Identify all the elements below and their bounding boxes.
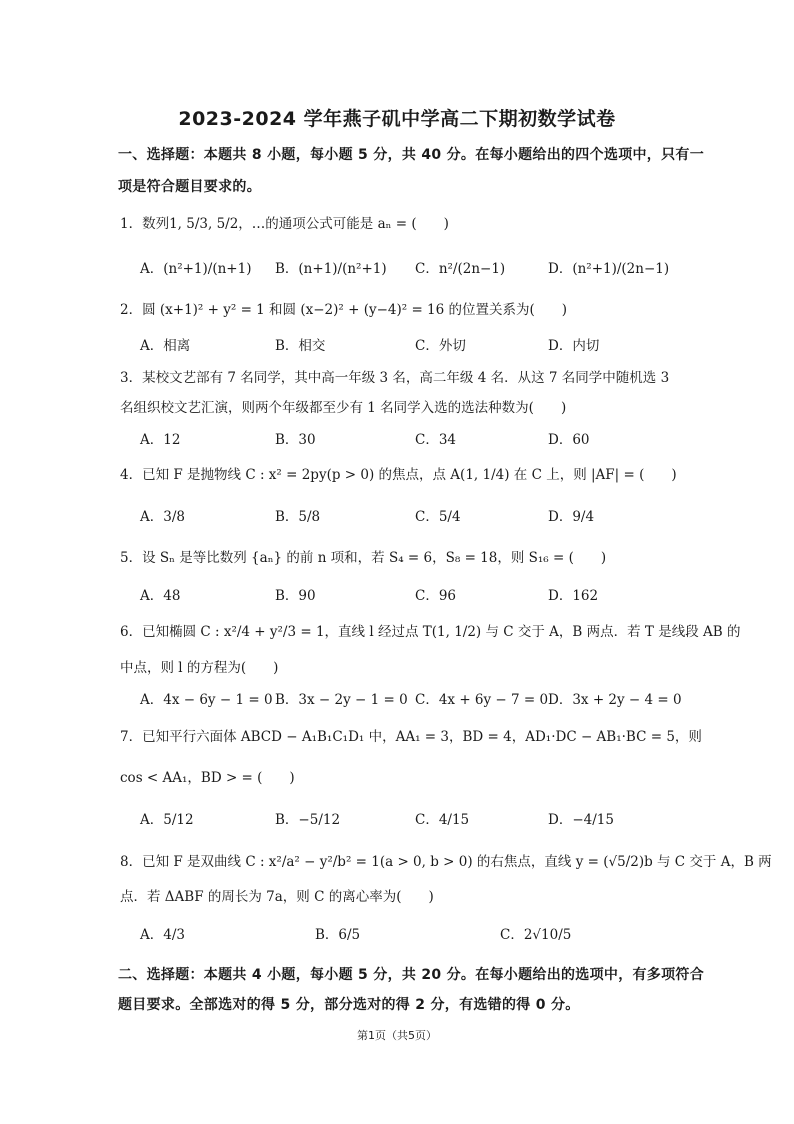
question-6-stem-line2: 中点，则 l 的方程为( ): [120, 660, 279, 676]
page-title: 2023-2024 学年燕子矶中学高二下期初数学试卷: [178, 108, 616, 130]
question-1-option-b: B．(n+1)/(n²+1): [275, 261, 387, 277]
question-8-option-a: A．4/3: [140, 927, 185, 943]
question-5-option-b: B．90: [275, 588, 316, 604]
question-2-option-a: A．相离: [140, 338, 191, 354]
question-4-option-c: C．5/4: [415, 509, 461, 525]
question-1-option-d: D．(n²+1)/(2n−1): [548, 261, 670, 277]
question-5-option-a: A．48: [140, 588, 181, 604]
question-6-option-c: C．4x + 6y − 7 = 0: [415, 692, 549, 708]
question-3-option-a: A．12: [140, 432, 181, 448]
question-2-option-c: C．外切: [415, 338, 466, 354]
question-2-stem: 2．圆 (x+1)² + y² = 1 和圆 (x−2)² + (y−4)² = 16 的位置关系为( ): [120, 302, 568, 318]
question-4-option-a: A．3/8: [140, 509, 185, 525]
question-3-option-c: C．34: [415, 432, 457, 448]
question-3-stem-line2: 名组织校文艺汇演，则两个年级都至少有 1 名同学入选的选法种数为( ): [120, 400, 567, 416]
question-8-option-b: B．6/5: [315, 927, 361, 943]
question-1-stem: 1．数列1, 5/3, 5/2，…的通项公式可能是 aₙ = ( ): [120, 216, 449, 232]
question-4-option-b: B．5/8: [275, 509, 321, 525]
question-7-stem-line1: 7．已知平行六面体 ABCD − A₁B₁C₁D₁ 中，AA₁ = 3，BD = 4，AD₁·DC − AB₁·BC = 5，则: [120, 729, 702, 745]
question-1-option-a: A．(n²+1)/(n+1): [140, 261, 252, 277]
section2-line1: 二、选择题：本题共 4 小题，每小题 5 分，共 20 分。在每小题给出的选项中，有多项符合: [118, 967, 705, 983]
question-1-option-c: C．n²/(2n−1): [415, 261, 506, 277]
question-2-option-d: D．内切: [548, 338, 600, 354]
question-5-option-d: D．162: [548, 588, 599, 604]
question-8-option-c: C．2√10/5: [500, 927, 572, 943]
question-2-option-b: B．相交: [275, 338, 326, 354]
question-6-stem-line1: 6．已知椭圆 C : x²/4 + y²/3 = 1，直线 l 经过点 T(1, 1/2) 与 C 交于 A，B 两点．若 T 是线段 AB 的: [120, 624, 741, 640]
question-6-option-d: D．3x + 2y − 4 = 0: [548, 692, 682, 708]
question-5-stem: 5．设 Sₙ 是等比数列 {aₙ} 的前 n 项和，若 S₄ = 6，S₈ = 18，则 S₁₆ = ( ): [120, 550, 607, 566]
page-footer: 第1页（共5页）: [357, 1029, 437, 1042]
question-7-option-c: C．4/15: [415, 812, 470, 828]
question-8-stem-line2: 点．若 ΔABF 的周长为 7a，则 C 的离心率为( ): [120, 889, 434, 905]
section1-line2: 项是符合题目要求的。: [118, 179, 261, 195]
question-4-stem: 4．已知 F 是抛物线 C : x² = 2py(p > 0) 的焦点，点 A(1, 1/4) 在 C 上，则 |AF| = ( ): [120, 467, 677, 483]
section2-line2: 题目要求。全部选对的得 5 分，部分选对的得 2 分，有选错的得 0 分。: [118, 997, 580, 1013]
question-5-option-c: C．96: [415, 588, 457, 604]
section1-line1: 一、选择题：本题共 8 小题，每小题 5 分，共 40 分。在每小题给出的四个选项中，只有一: [118, 147, 705, 163]
question-7-stem-line2: cos < AA₁，BD > = ( ): [120, 770, 295, 786]
question-3-option-d: D．60: [548, 432, 590, 448]
question-3-option-b: B．30: [275, 432, 316, 448]
question-7-option-d: D．−4/15: [548, 812, 614, 828]
question-4-option-d: D．9/4: [548, 509, 595, 525]
question-6-option-b: B．3x − 2y − 1 = 0: [275, 692, 408, 708]
question-6-option-a: A．4x − 6y − 1 = 0: [140, 692, 273, 708]
question-8-stem-line1: 8．已知 F 是双曲线 C : x²/a² − y²/b² = 1(a > 0, b > 0) 的右焦点，直线 y = (√5/2)b 与 C 交于 A，B 两: [120, 854, 772, 870]
question-7-option-b: B．−5/12: [275, 812, 341, 828]
question-7-option-a: A．5/12: [140, 812, 194, 828]
question-3-stem-line1: 3．某校文艺部有 7 名同学，其中高一年级 3 名，高二年级 4 名．从这 7 名同学中随机选 3: [120, 370, 670, 386]
